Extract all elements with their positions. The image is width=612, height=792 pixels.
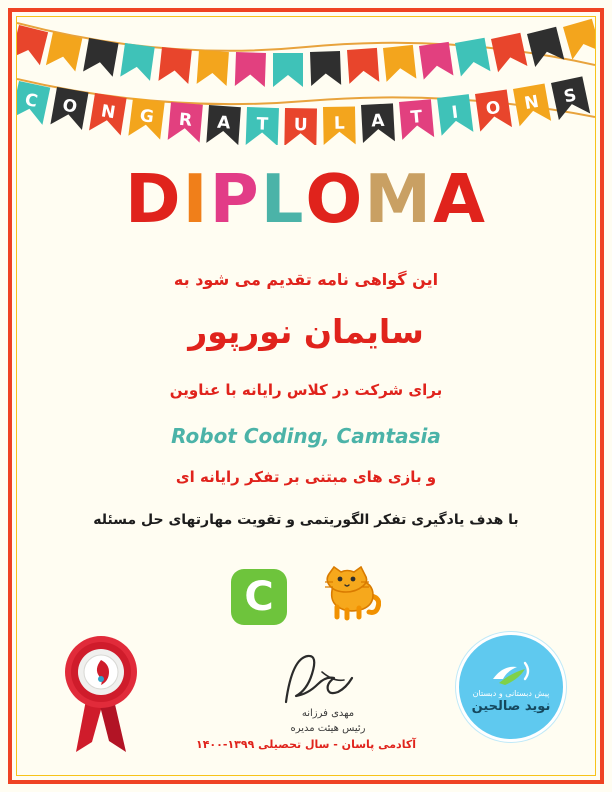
- signature-block: [248, 654, 408, 736]
- svg-text:T: T: [409, 107, 424, 129]
- course-continuation-line: و بازی های مبتنی بر تفکر رایانه ای: [175, 468, 437, 486]
- svg-text:N: N: [522, 91, 541, 115]
- svg-text:R: R: [178, 109, 193, 131]
- seal-subtitle: پیش دبستانی و دبستان: [472, 688, 550, 698]
- award-rosette: [58, 628, 144, 756]
- svg-text:U: U: [293, 115, 308, 136]
- camtasia-letter: C: [244, 574, 274, 620]
- svg-text:C: C: [22, 89, 40, 113]
- footer-academy-year: آکادمی پاسان - سال تحصیلی ۱۳۹۹-۱۴۰۰: [196, 738, 416, 751]
- logo-row: [0, 562, 612, 632]
- course-goal-line: با هدف یادگیری تفکر الگوریتمی و تقویت مهارتهای حل مسئله: [93, 512, 519, 528]
- course-intro-line: برای شرکت در کلاس رایانه با عناوین: [169, 381, 443, 399]
- presented-to-line: این گواهی نامه تقدیم می شود به: [173, 270, 439, 289]
- svg-text:A: A: [216, 112, 232, 134]
- seal-emblem-icon: [489, 661, 533, 687]
- title-letter-5: O: [305, 160, 365, 238]
- title-letter-7: A: [433, 160, 487, 238]
- camtasia-icon: [231, 569, 287, 625]
- svg-text:S: S: [562, 85, 579, 108]
- school-seal: [456, 632, 566, 742]
- svg-text:O: O: [60, 95, 79, 118]
- svg-text:I: I: [450, 102, 460, 124]
- svg-text:A: A: [370, 110, 385, 132]
- svg-text:L: L: [333, 113, 345, 134]
- svg-text:G: G: [138, 106, 155, 128]
- scratch-cat-icon: [319, 566, 381, 628]
- signer-name: مهدی فرزانه: [301, 708, 355, 719]
- recipient-name: سایمان نورپور: [188, 312, 424, 351]
- svg-text:T: T: [256, 114, 269, 135]
- title-letter-1: D: [125, 160, 183, 238]
- title-letter-4: L: [260, 160, 306, 238]
- course-title: Robot Coding, Camtasia: [171, 424, 441, 448]
- seal-name: نوید صالحین: [471, 698, 551, 714]
- svg-text:N: N: [99, 101, 117, 124]
- svg-text:O: O: [484, 97, 502, 120]
- title-letter-6: M: [364, 160, 434, 238]
- title-letter-3: P: [209, 160, 261, 238]
- signature-mark: [248, 654, 408, 706]
- page-title: [0, 160, 612, 238]
- bunting-decoration: [17, 17, 595, 145]
- signer-title: رئیس هیئت مدیره: [290, 723, 366, 734]
- title-letter-2: I: [182, 160, 210, 238]
